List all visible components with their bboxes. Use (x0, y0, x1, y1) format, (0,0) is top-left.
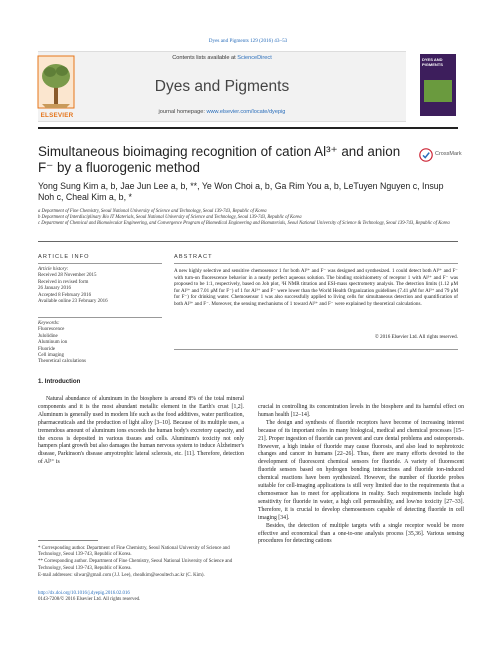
article-info-rule (38, 263, 162, 264)
paragraph: Natural abundance of aluminum in the biosphere is around 8% of the total mineral components and it is the most abundant metallic element in the Earth's crust [1,2]. Aluminum is generally used in modern life such as the food additives, water purification, pharmaceuticals and the production of light alloy [3–10]. Because of its multiple uses, a tremendous amount of aluminum ions exceeds the human body's excretory capacity, and the excess is deposited in various tissues and cells. Aluminum's toxicity not only hampers plant growth but also damages the human nervous system to induce Alzheimer's disease, Parkinson's disease amyotrophic lateral sclerosis, etc. [11]. Therefore, detection of Al³⁺ is (38, 396, 244, 466)
affiliation-a: a Department of Fine Chemistry, Seoul National University of Science and Technology, Seoul 139-743, Republic of Korea (38, 209, 267, 214)
header-rule (38, 127, 458, 129)
abstract-rule (174, 263, 458, 264)
issn-line: 0143-7208/© 2016 Elsevier Ltd. All rights reserved. (38, 597, 141, 603)
history-label: Article history: (38, 267, 69, 272)
journal-homepage (38, 109, 406, 115)
crossmark-label[interactable]: CrossMark (435, 151, 462, 157)
cover-title: DYES AND PIGMENTS (422, 57, 443, 67)
abstract-bottom-rule (174, 349, 458, 350)
footnote: * Corresponding author. Department of Fine Chemistry, Seoul National University of Science and Technology, Seoul 139-743, Republic of Korea. (38, 546, 230, 558)
keywords-rule (38, 317, 162, 318)
history-item: Accepted 8 February 2016 (38, 292, 92, 298)
doi-link[interactable]: http://dx.doi.org/10.1016/j.dyepig.2016.02.016 (38, 591, 130, 596)
paragraph: Besides, the detection of multiple targets with a single receptor would be more effective and economical than a one-to-one analysis process [35,36]. Various sensing procedures for detecting cations (258, 522, 464, 545)
affiliation-b: b Department of Interdisciplinary Bio IT Materials, Seoul National University of Science and Technology, Seoul 139-743, Republic of Korea (38, 215, 302, 221)
footnote-rule (38, 540, 98, 541)
contents-prefix: Contents lists available at (172, 55, 238, 61)
keyword-item: Fluoride (38, 346, 55, 352)
journal-reference[interactable]: Dyes and Pigments 129 (2016) 43–53 (208, 38, 288, 44)
keyword-item: Aluminum ion (38, 340, 68, 346)
footnotes (38, 546, 244, 580)
abstract-text: A new highly selective and sensitive chemosensor 1 for both Al³⁺ and F⁻ was designed and synthesized. 1 could detect both Al³⁺ and F⁻ with turn-on fluorescence behavior in a nearly perfect aqueous solution. The binding stoichiometry of receptor 1 with Al³⁺ and F⁻ was proposed to be 1:1, respectively, based on Job plot, ¹H NMR titration and ESI-mass spectrometry analysis. The detection limits (1.12 μM for Al³⁺ and 7.01 μM for F⁻) of 1 for Al³⁺ and F⁻ were lower than the World Health Organization guidelines (7.41 μM for Al³⁺ and 79 μM for F⁻) for drinking water. Chemosensor 1 was also successfully applied to living cells for simultaneous detection and quantification of both Al³⁺ and F⁻. Moreover, the sensing mechanisms of 1 toward Al³⁺ and F⁻ were explained by theoretical calculations. (174, 268, 458, 307)
paragraph: crucial in controlling its concentration levels in the biosphere and its harmful effect on human health [12–14]. (258, 404, 464, 418)
homepage-prefix: journal homepage: (158, 109, 207, 115)
history-item: 26 January 2016 (38, 286, 72, 292)
keyword-item: Fluorescence (38, 327, 65, 333)
article-info-heading: ARTICLE INFO (38, 254, 90, 260)
author-list: Yong Sung Kim a, b, Jae Jun Lee a, b, **, Ye Won Choi a, b, Ga Rim You a, b, LeTuyen Nguyen c, Insup Noh c, Cheal Kim a, b, * (38, 181, 444, 203)
keyword-item: Theoretical calculations (38, 359, 86, 365)
crossmark-icon[interactable] (419, 148, 433, 162)
footnote-email[interactable]: E-mail addresses: silwar@gmail.com (J.J. Lee), chealkim@seoultech.ac.kr (C. Kim). (38, 572, 205, 578)
keywords-label: Keywords: (38, 321, 60, 326)
keyword-item: Cell imaging (38, 353, 64, 359)
body-column-right (258, 404, 464, 546)
article-history (38, 267, 162, 305)
affiliation-c: c Department of Chemical and Biomolecular Engineering, and Convergence Program of Biomedical Engineering and Biomaterials, Seoul National University of Science & Technology, Seoul 139-743, Republic of Korea (38, 221, 450, 227)
article-title: Simultaneous bioimaging recognition of cation Al³⁺ and anion F⁻ by a fluorogenic method (38, 144, 401, 175)
section-heading-introduction: 1. Introduction (38, 378, 81, 385)
elsevier-wordmark: ELSEVIER (40, 112, 74, 119)
homepage-link[interactable]: www.elsevier.com/locate/dyepig (206, 109, 286, 115)
paragraph: The design and synthesis of fluoride receptors have become of increasing interest because of its important roles in many biological, medical and chemical processes [15–21]. Proper ingestion of fluoride can prevent and cure dental problems and osteoporosis. However, a high intake of fluoride may cause fluorosis, and also lead to nephrotoxic changes and cancer in humans [22–26]. Thus, there are many efforts devoted to the development of fluorescent chemical sensors for fluoride. A variety of fluorescent fluoride sensors based on hydrogen bonding interactions and fluoride ion-induced chemical reactions have been synthesized. However, the number of fluoride probes suitable for cell-imaging applications is still very limited due to the requirements that a chemosensor has to meet for applications in reality. Such requirements include high sensitivity for fluoride in water, a high cell permeability, and low/no toxicity [27–33]. Therefore, it is crucial to develop chemosensors capable of detecting fluoride in cell imaging [34]. (258, 419, 464, 521)
affiliations (38, 209, 458, 228)
body-column-left (38, 396, 244, 467)
history-item: Received in revised form (38, 279, 89, 285)
footnote: ** Corresponding author. Department of Fine Chemistry, Seoul National University of Science and Technology, Seoul 139-743, Republic of Korea. (38, 559, 233, 571)
contents-line (38, 55, 406, 61)
keyword-item: Julolidine (38, 333, 58, 339)
history-item: Received 28 November 2015 (38, 273, 97, 279)
doi-block (38, 591, 244, 604)
cover-image (424, 80, 452, 102)
abstract-heading: ABSTRACT (174, 254, 213, 260)
journal-title: Dyes and Pigments (154, 78, 290, 95)
affiliation-rule (38, 241, 458, 242)
sciencedirect-link[interactable]: ScienceDirect (237, 55, 272, 61)
abstract-copyright: © 2016 Elsevier Ltd. All rights reserved. (374, 334, 458, 340)
keywords (38, 321, 162, 366)
elsevier-tree-logo (36, 54, 76, 116)
history-item: Available online 23 February 2016 (38, 299, 108, 305)
